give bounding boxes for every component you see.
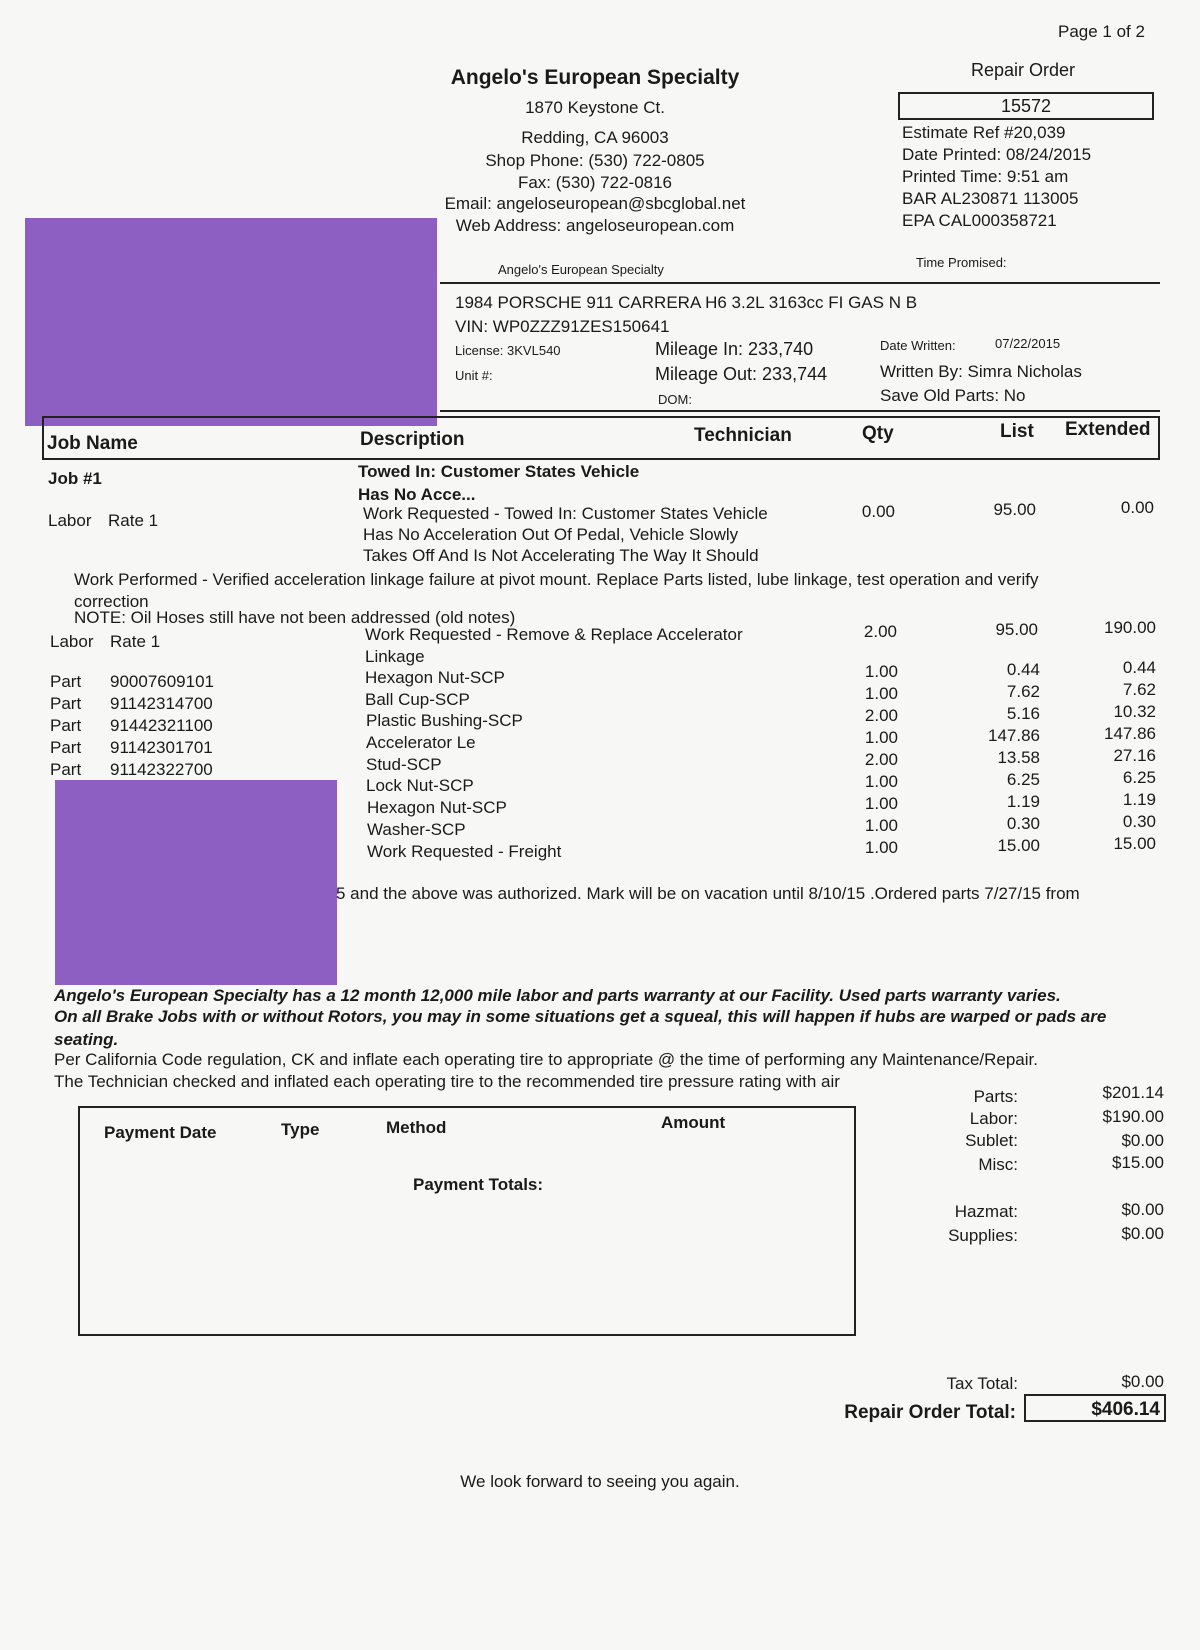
warranty-line2: On all Brake Jobs with or without Rotors, you may in some situations get a squeal, this will happen if hubs are warped or pads are [54, 1007, 1107, 1026]
supplies-total: $0.00 [1121, 1224, 1164, 1243]
work-performed-line1: Work Performed - Verified acceleration linkage failure at pivot mount. Replace Parts listed, lube linkage, test operation and verify [74, 570, 1039, 589]
partial-note: 5 and the above was authorized. Mark will be on vacation until 8/10/15 .Ordered parts 7/27/15 from [336, 884, 1080, 903]
labor1-extended: 0.00 [1120, 498, 1154, 517]
part-description: Hexagon Nut-SCP [365, 668, 505, 687]
part-qty: 1.00 [864, 772, 898, 791]
part-number: 91142314700 [110, 694, 213, 713]
labor1-list: 95.00 [993, 500, 1036, 519]
vehicle-license: License: 3KVL540 [455, 343, 561, 358]
divider-top [440, 282, 1160, 284]
part-type: Part [50, 672, 82, 691]
work-note: NOTE: Oil Hoses still have not been addressed (old notes) [74, 608, 516, 627]
table-header [42, 416, 1160, 460]
part-qty: 1.00 [864, 838, 898, 857]
vehicle-vin: VIN: WP0ZZZ91ZES150641 [455, 317, 670, 336]
part-description: Plastic Bushing-SCP [366, 711, 523, 730]
estimate-ref: Estimate Ref #20,039 [902, 123, 1066, 142]
labor1-desc1: Work Requested - Towed In: Customer States Vehicle [363, 504, 768, 523]
printed-time: Printed Time: 9:51 am [902, 167, 1069, 186]
payment-totals-label: Payment Totals: [413, 1175, 544, 1194]
part-number: 91142301701 [110, 738, 213, 757]
time-promised: Time Promised: [916, 255, 1007, 270]
part-list: 0.44 [1006, 660, 1040, 679]
work-performed-line2: correction [74, 592, 149, 611]
sublet-total-label: Sublet: [965, 1131, 1018, 1150]
part-qty: 2.00 [864, 706, 898, 725]
job-label: Job #1 [48, 469, 102, 488]
part-list: 0.30 [1006, 814, 1040, 833]
shop-email: Email: angeloseuropean@sbcglobal.net [444, 194, 746, 213]
part-extended: 15.00 [1113, 834, 1156, 853]
payment-type-header: Type [281, 1120, 320, 1139]
labor1-desc2: Has No Acceleration Out Of Pedal, Vehicle Slowly [363, 525, 739, 544]
part-list: 1.19 [1006, 792, 1040, 811]
repair-order-title: Repair Order [970, 60, 1076, 80]
repair-order-total: $406.14 [1024, 1394, 1166, 1422]
written-by: Written By: Simra Nicholas [880, 362, 1082, 381]
date-printed: Date Printed: 08/24/2015 [902, 145, 1092, 164]
part-qty: 1.00 [864, 662, 898, 681]
labor2-qty: 2.00 [863, 622, 897, 641]
footer-message: We look forward to seeing you again. [460, 1472, 740, 1491]
part-description: Accelerator Le [366, 733, 476, 752]
part-qty: 1.00 [864, 684, 898, 703]
part-extended: 6.25 [1122, 768, 1156, 787]
dom: DOM: [658, 392, 692, 407]
labor1-rate: Rate 1 [108, 511, 159, 530]
part-extended: 0.30 [1122, 812, 1156, 831]
part-description: Work Requested - Freight [367, 842, 562, 861]
part-number: 91142322700 [110, 760, 213, 779]
repair-order-number: 15572 [898, 92, 1154, 120]
part-extended: 0.44 [1122, 658, 1156, 677]
labor1-qty: 0.00 [861, 502, 895, 521]
labor2-desc1: Work Requested - Remove & Replace Accelerator [365, 625, 743, 644]
part-extended: 10.32 [1113, 702, 1156, 721]
vehicle-description: 1984 PORSCHE 911 CARRERA H6 3.2L 3163cc FI GAS N B [455, 293, 918, 312]
tire-policy-line1: Per California Code regulation, CK and inflate each operating tire to appropriate @ the time of performing any Maintenance/Repair. [54, 1050, 1038, 1069]
labor2-type: Labor [50, 632, 94, 651]
header-list: List [1000, 421, 1034, 442]
part-description: Hexagon Nut-SCP [367, 798, 507, 817]
redacted-notes [55, 780, 337, 985]
misc-total: $15.00 [1112, 1153, 1164, 1172]
payment-amount-header: Amount [661, 1113, 726, 1132]
warranty-line1: Angelo's European Specialty has a 12 month 12,000 mile labor and parts warranty at our Facility. Used parts warranty varies. [54, 986, 1061, 1005]
vehicle-unit: Unit #: [455, 368, 493, 383]
part-extended: 147.86 [1104, 724, 1156, 743]
part-type: Part [50, 760, 82, 779]
shop-address2: Redding, CA 96003 [521, 128, 669, 147]
part-description: Washer-SCP [367, 820, 466, 839]
part-extended: 27.16 [1113, 746, 1156, 765]
part-description: Ball Cup-SCP [365, 690, 470, 709]
labor2-rate: Rate 1 [110, 632, 161, 651]
repair-order-total-label: Repair Order Total: [844, 1402, 1016, 1423]
redacted-customer-info [25, 218, 437, 426]
part-type: Part [50, 694, 82, 713]
part-qty: 1.00 [864, 794, 898, 813]
labor1-desc3: Takes Off And Is Not Accelerating The Way It Should [363, 546, 759, 565]
job-title-line2: Has No Acce... [358, 485, 476, 504]
part-number: 91442321100 [110, 716, 213, 735]
header-description: Description [360, 429, 465, 450]
hazmat-label: Hazmat: [954, 1202, 1018, 1221]
part-number: 90007609101 [110, 672, 215, 691]
misc-total-label: Misc: [978, 1155, 1018, 1174]
shop-web: Web Address: angeloseuropean.com [455, 216, 735, 235]
warranty-line3: seating. [54, 1030, 119, 1049]
tax-total-label: Tax Total: [946, 1374, 1018, 1393]
part-qty: 1.00 [864, 816, 898, 835]
tax-total: $0.00 [1121, 1372, 1164, 1391]
part-description: Lock Nut-SCP [366, 776, 474, 795]
bar-number: BAR AL230871 113005 [902, 189, 1079, 208]
part-type: Part [50, 716, 82, 735]
tire-policy-line2: The Technician checked and inflated each operating tire to the recommended tire pressure rating with air [54, 1072, 840, 1091]
divider-vehicle [440, 410, 1160, 412]
sublet-total: $0.00 [1121, 1131, 1164, 1150]
part-description: Stud-SCP [366, 755, 442, 774]
mileage-out: Mileage Out: 233,744 [655, 364, 828, 384]
part-list: 13.58 [997, 748, 1040, 767]
labor1-type: Labor [48, 511, 92, 530]
payment-method-header: Method [386, 1118, 447, 1137]
labor2-list: 95.00 [995, 620, 1038, 639]
header-extended: Extended [1065, 419, 1151, 440]
labor-total: $190.00 [1102, 1107, 1164, 1126]
header-qty: Qty [862, 423, 894, 444]
part-qty: 1.00 [864, 728, 898, 747]
shop-name-small: Angelo's European Specialty [498, 262, 664, 277]
save-old-parts: Save Old Parts: No [880, 386, 1026, 405]
part-list: 6.25 [1006, 770, 1040, 789]
part-type: Part [50, 738, 82, 757]
date-written: 07/22/2015 [995, 336, 1061, 351]
labor-total-label: Labor: [969, 1109, 1018, 1128]
header-job-name: Job Name [47, 433, 138, 454]
labor2-extended: 190.00 [1104, 618, 1156, 637]
shop-phone: Shop Phone: (530) 722-0805 [485, 151, 705, 170]
parts-total-label: Parts: [973, 1087, 1018, 1106]
header-technician: Technician [694, 425, 792, 446]
hazmat-total: $0.00 [1121, 1200, 1164, 1219]
part-extended: 7.62 [1122, 680, 1156, 699]
shop-address1: 1870 Keystone Ct. [525, 98, 665, 117]
payment-date-header: Payment Date [104, 1123, 217, 1142]
shop-name: Angelo's European Specialty [450, 66, 740, 89]
epa-number: EPA CAL000358721 [902, 211, 1057, 230]
shop-fax: Fax: (530) 722-0816 [517, 173, 673, 192]
labor2-desc2: Linkage [365, 647, 425, 666]
parts-total: $201.14 [1102, 1083, 1164, 1102]
part-list: 7.62 [1006, 682, 1040, 701]
page-number: Page 1 of 2 [1058, 22, 1145, 41]
part-list: 15.00 [997, 836, 1040, 855]
mileage-in: Mileage In: 233,740 [655, 339, 814, 359]
part-list: 147.86 [988, 726, 1040, 745]
part-extended: 1.19 [1122, 790, 1156, 809]
job-title-line1: Towed In: Customer States Vehicle [358, 462, 640, 481]
date-written-label: Date Written: [880, 338, 956, 353]
part-list: 5.16 [1006, 704, 1040, 723]
supplies-label: Supplies: [948, 1226, 1018, 1245]
part-qty: 2.00 [864, 750, 898, 769]
